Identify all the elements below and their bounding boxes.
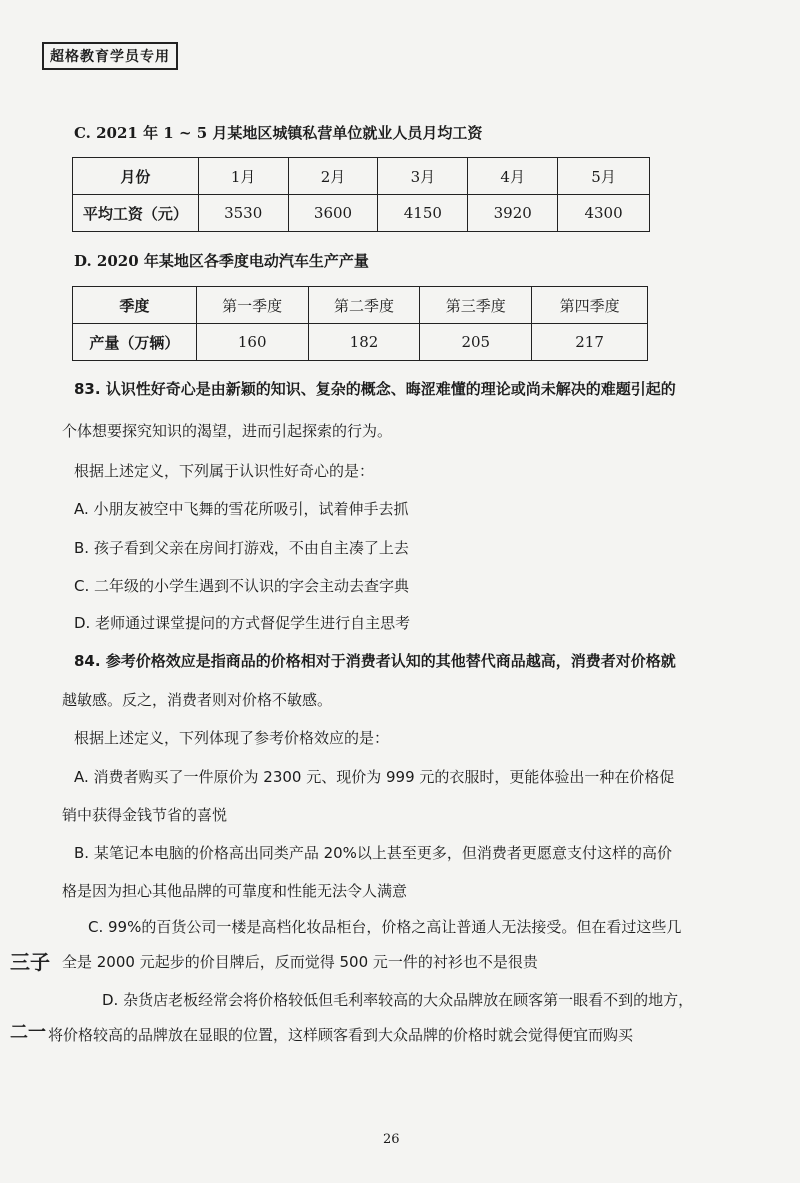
table-cell: 205 bbox=[420, 324, 532, 361]
q83-definition-line2: 个体想要探究知识的渴望，进而引起探索的行为。 bbox=[62, 422, 393, 440]
q84-definition-line2: 越敏感。反之，消费者则对价格不敏感。 bbox=[62, 691, 333, 709]
q84-option-b-line1: B. 某笔记本电脑的价格高出同类产品 20%以上甚至更多，但消费者更愿意支付这样的高价 bbox=[74, 844, 672, 862]
q83-option-b: B. 孩子看到父亲在房间打游戏，不由自主凑了上去 bbox=[74, 539, 409, 557]
table-cell: 160 bbox=[196, 324, 308, 361]
table-cell: 季度 bbox=[73, 287, 197, 324]
table-row bbox=[73, 287, 648, 324]
table-cell: 4300 bbox=[558, 195, 650, 232]
table-cell: 平均工资（元） bbox=[73, 195, 199, 232]
q83-option-d: D. 老师通过课堂提问的方式督促学生进行自主思考 bbox=[74, 614, 411, 632]
production-table bbox=[72, 286, 648, 361]
q83-definition-line1: 83. 认识性好奇心是由新颖的知识、复杂的概念、晦涩难懂的理论或尚未解决的难题引起的 bbox=[74, 380, 676, 398]
table-row bbox=[73, 324, 648, 361]
q84-prompt: 根据上述定义，下列体现了参考价格效应的是： bbox=[74, 729, 390, 747]
table-cell: 第一季度 bbox=[196, 287, 308, 324]
handwritten-mark: 三子 bbox=[10, 950, 50, 974]
handwritten-mark: 二一 bbox=[10, 1022, 46, 1043]
table-row bbox=[73, 195, 650, 232]
table-cell: 第三季度 bbox=[420, 287, 532, 324]
table-cell: 4150 bbox=[378, 195, 468, 232]
table-cell: 3920 bbox=[468, 195, 558, 232]
table-cell: 217 bbox=[532, 324, 648, 361]
table-cell: 182 bbox=[308, 324, 420, 361]
q84-option-b-line2: 格是因为担心其他品牌的可靠度和性能无法令人满意 bbox=[62, 882, 408, 900]
q84-option-a-line1: A. 消费者购买了一件原价为 2300 元、现价为 999 元的衣服时，更能体验出一种在价格促 bbox=[74, 768, 675, 786]
header-label: 超格教育学员专用 bbox=[42, 42, 178, 70]
option-d-caption: D. 2020 年某地区各季度电动汽车生产产量 bbox=[74, 252, 369, 270]
page-number: 26 bbox=[383, 1132, 400, 1147]
table-cell: 第二季度 bbox=[308, 287, 420, 324]
table-cell: 2月 bbox=[288, 158, 378, 195]
q84-definition-line1: 84. 参考价格效应是指商品的价格相对于消费者认知的其他替代商品越高，消费者对价格就 bbox=[74, 652, 676, 670]
table-cell: 第四季度 bbox=[532, 287, 648, 324]
q83-option-a: A. 小朋友被空中飞舞的雪花所吸引，试着伸手去抓 bbox=[74, 500, 409, 518]
option-c-caption: C. 2021 年 1 ~ 5 月某地区城镇私营单位就业人员月均工资 bbox=[74, 124, 483, 142]
q84-option-d-line1: D. 杂货店老板经常会将价格较低但毛利率较高的大众品牌放在顾客第一眼看不到的地方， bbox=[102, 991, 694, 1009]
table-cell: 产量（万辆） bbox=[73, 324, 197, 361]
q84-option-d-line2: 将价格较高的品牌放在显眼的位置，这样顾客看到大众品牌的价格时就会觉得便宜而购买 bbox=[48, 1026, 634, 1044]
table-cell: 4月 bbox=[468, 158, 558, 195]
table-cell: 3月 bbox=[378, 158, 468, 195]
table-cell: 1月 bbox=[198, 158, 288, 195]
table-row bbox=[73, 158, 650, 195]
table-cell: 5月 bbox=[558, 158, 650, 195]
table-cell: 3530 bbox=[198, 195, 288, 232]
q83-prompt: 根据上述定义，下列属于认识性好奇心的是： bbox=[74, 462, 375, 480]
table-cell: 月份 bbox=[73, 158, 199, 195]
q84-option-c-line1: C. 99%的百货公司一楼是高档化妆品柜台，价格之高让普通人无法接受。但在看过这些几 bbox=[88, 918, 682, 936]
q84-option-a-line2: 销中获得金钱节省的喜悦 bbox=[62, 806, 228, 824]
q84-option-c-line2: 全是 2000 元起步的价目牌后，反而觉得 500 元一件的衬衫也不是很贵 bbox=[62, 953, 538, 971]
wage-table bbox=[72, 157, 650, 232]
table-cell: 3600 bbox=[288, 195, 378, 232]
q83-option-c: C. 二年级的小学生遇到不认识的字会主动去查字典 bbox=[74, 577, 410, 595]
